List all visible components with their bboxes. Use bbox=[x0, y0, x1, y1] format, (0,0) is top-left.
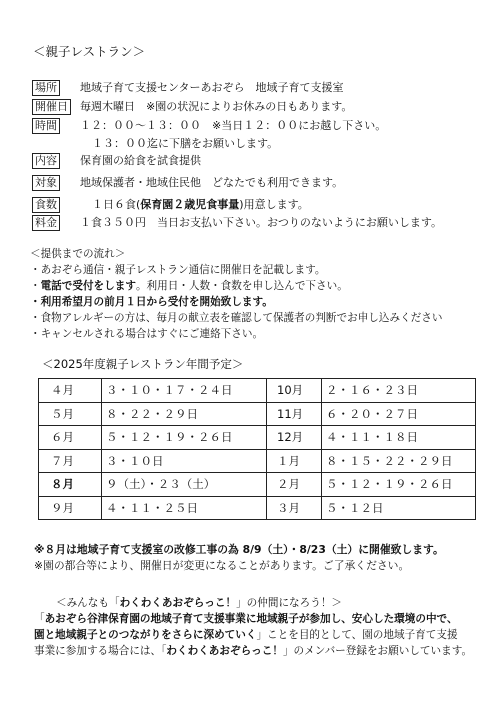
dates-cell: ３・１０日 bbox=[102, 449, 267, 473]
month-cell: ２月 bbox=[267, 473, 322, 497]
schedule-title: ＜2025年度親子レストラン年間予定＞ bbox=[42, 357, 244, 371]
month-cell: ７月 bbox=[39, 449, 102, 473]
dates-cell: ９（土）・２３（土） bbox=[102, 473, 267, 497]
dates-cell: ２・１６・２３日 bbox=[322, 379, 476, 403]
table-row bbox=[39, 449, 476, 473]
label-content: 内容 bbox=[32, 153, 60, 169]
month-cell: 11月 bbox=[267, 402, 322, 426]
dates-cell: ５・１２・１９・２６日 bbox=[322, 473, 476, 497]
flow-item: ・電話で受付をします。利用日・人数・食数を申し込んで下さい。 bbox=[30, 280, 348, 292]
label-target: 対象 bbox=[32, 175, 60, 191]
footer-heading: ＜みんなも「わくわくあおぞらっこ！」の仲間になろう！＞ bbox=[56, 597, 343, 609]
value-time-note: １３：００迄に下膳をお願いします。 bbox=[92, 137, 279, 150]
flow-title: ＜提供までの流れ＞ bbox=[30, 248, 126, 260]
dates-cell: ３・１０・１７・２４日 bbox=[102, 379, 267, 403]
month-cell: ４月 bbox=[39, 379, 102, 403]
value-place: 地域子育て支援センターあおぞら 地域子育て支援室 bbox=[80, 81, 344, 94]
value-time: １２：００～１３：００ ※当日１２：００にお越し下さい。 bbox=[80, 119, 387, 132]
label-date: 開催日 bbox=[32, 99, 71, 115]
month-cell: ８月 bbox=[39, 473, 102, 497]
dates-cell: ５・１２日 bbox=[322, 496, 476, 520]
table-row bbox=[39, 402, 476, 426]
month-cell: ５月 bbox=[39, 402, 102, 426]
flow-item: ・あおぞら通信・親子レストラン通信に開催日を記載します。 bbox=[30, 264, 326, 276]
label-fee: 料金 bbox=[32, 215, 60, 231]
section-title: ＜親子レストラン＞ bbox=[33, 44, 146, 59]
month-cell: 10月 bbox=[267, 379, 322, 403]
label-meals: 食数 bbox=[32, 197, 60, 213]
flow-item: ・利用希望月の前月１日から受付を開始致します。 bbox=[30, 296, 273, 308]
dates-cell: ４・１１・１８日 bbox=[322, 426, 476, 450]
footer-line: 事業に参加する場合には、「わくわくあおぞらっこ！」のメンバー登録をお願いしています。 bbox=[34, 645, 473, 657]
footer-line: 「あおぞら谷津保育園の地域子育て支援事業に地域親子が参加し、安心した環境の中で、 bbox=[34, 613, 458, 625]
month-cell: 12月 bbox=[267, 426, 322, 450]
table-row bbox=[39, 426, 476, 450]
dates-cell: ４・１１・２５日 bbox=[102, 496, 267, 520]
dates-cell: ８・１５・２２・２９日 bbox=[322, 449, 476, 473]
month-cell: １月 bbox=[267, 449, 322, 473]
value-meals: １日６食(保育園２歳児食事量)用意します。 bbox=[92, 198, 309, 211]
note-change: ※園の都合等により、開催日が変更になることがあります。ご了承ください。 bbox=[34, 559, 410, 572]
table-row bbox=[39, 496, 476, 520]
table-row bbox=[39, 379, 476, 403]
month-cell: ３月 bbox=[267, 496, 322, 520]
dates-cell: ８・２２・２９日 bbox=[102, 402, 267, 426]
flow-item: ・食物アレルギーの方は、毎月の献立表を確認して保護者の判断でお申し込みください bbox=[30, 312, 443, 324]
dates-cell: ６・２０・２７日 bbox=[322, 402, 476, 426]
value-content: 保育園の給食を試食提供 bbox=[80, 154, 201, 167]
value-fee: １食３５０円 当日お支払い下さい。おつりのないようにお願いします。 bbox=[80, 216, 443, 229]
note-august: ※８月は地域子育て支援室の改修工事の為 8/9（土）・8/23（土）に開催致します。 bbox=[34, 543, 444, 556]
flow-item: ・キャンセルされる場合はすぐにご連絡下さい。 bbox=[30, 328, 264, 340]
label-time: 時間 bbox=[32, 118, 60, 134]
value-target: 地域保護者・地域住民他 どなたでも利用できます。 bbox=[80, 176, 344, 189]
value-date: 毎週木曜日 ※園の状況によりお休みの日もあります。 bbox=[80, 100, 353, 113]
label-place: 場所 bbox=[32, 80, 60, 96]
footer-line: 園と地域親子とのつながりをさらに深めていく」ことを目的として、園の地域子育て支援 bbox=[34, 629, 458, 641]
dates-cell: ５・１２・１９・２６日 bbox=[102, 426, 267, 450]
schedule-table bbox=[38, 378, 476, 520]
month-cell: ９月 bbox=[39, 496, 102, 520]
table-row bbox=[39, 473, 476, 497]
month-cell: ６月 bbox=[39, 426, 102, 450]
